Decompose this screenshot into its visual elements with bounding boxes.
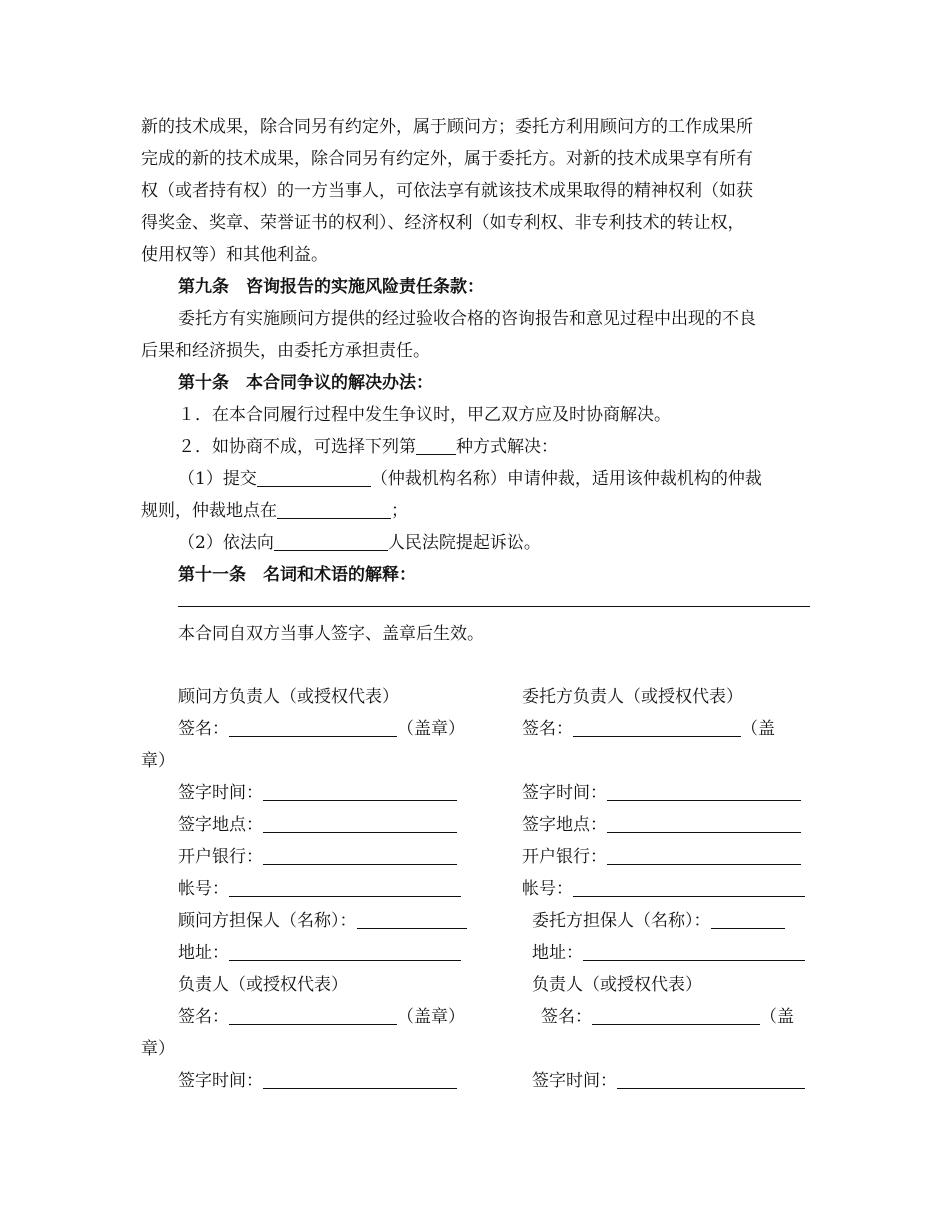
right-account-field[interactable] xyxy=(573,878,805,897)
right-title: 委托方负责人（或授权代表） xyxy=(522,687,743,707)
right-guarantor-field[interactable] xyxy=(711,910,785,929)
left-guarantor-field[interactable] xyxy=(357,910,467,929)
right-sign2-field[interactable] xyxy=(592,1006,760,1025)
article-10-option-2: （2）依法向 人民法院提起诉讼。 xyxy=(178,533,541,553)
left-sign-time2-field[interactable] xyxy=(263,1070,457,1089)
left-sign-place-field[interactable] xyxy=(263,814,457,833)
article-10-item-2: ２．如协商不成，可选择下列第 种方式解决： xyxy=(178,437,558,457)
right-sign-time2-row: 签字时间： xyxy=(532,1070,805,1092)
left-address-field[interactable] xyxy=(229,942,461,961)
article-10-heading: 第十条 本合同争议的解决办法： xyxy=(178,373,433,393)
effective-clause: 本合同自双方当事人签字、盖章后生效。 xyxy=(178,624,484,644)
left-rep-title: 负责人（或授权代表） xyxy=(178,975,348,995)
left-guarantor-row: 顾问方担保人（名称）： xyxy=(178,910,467,932)
left-sign2-field[interactable] xyxy=(229,1006,397,1025)
left-sign-time2-row: 签字时间： xyxy=(178,1070,457,1092)
left-bank-field[interactable] xyxy=(263,846,457,865)
arbitration-body-blank[interactable] xyxy=(257,468,371,487)
right-bank-field[interactable] xyxy=(607,846,801,865)
left-account-row: 帐号： xyxy=(178,878,461,900)
left-sign-time-field[interactable] xyxy=(263,782,457,801)
right-guarantor-row: 委托方担保人（名称）： xyxy=(532,910,785,932)
right-sign-place-row: 签字地点： xyxy=(522,814,801,836)
left-seal-wrap: 章） xyxy=(141,751,175,771)
left-sign-place-row: 签字地点： xyxy=(178,814,457,836)
right-sign-row: 签名： （盖 xyxy=(522,719,775,739)
article-10-item-1: １．在本合同履行过程中发生争议时，甲乙双方应及时协商解决。 xyxy=(178,405,671,425)
para1-line-1: 新的技术成果，除合同另有约定外，属于顾问方；委托方利用顾问方的工作成果所 xyxy=(141,117,753,137)
left-account-field[interactable] xyxy=(229,878,461,897)
left-bank-row: 开户银行： xyxy=(178,846,457,868)
left-seal2-wrap: 章） xyxy=(141,1039,175,1059)
left-sign-time-row: 签字时间： xyxy=(178,782,457,804)
left-sign2-row: 签名： （盖章） xyxy=(178,1007,465,1027)
article-9-line-1: 委托方有实施顾问方提供的经过验收合格的咨询报告和意见过程中出现的不良 xyxy=(178,309,756,329)
article-9-heading: 第九条 咨询报告的实施风险责任条款： xyxy=(178,277,484,297)
right-address-row: 地址： xyxy=(532,942,805,964)
left-sign-row: 签名： （盖章） xyxy=(178,719,465,739)
article-10-option-1-cont: 规则，仲裁地点在 ； xyxy=(141,501,408,521)
para1-line-5: 使用权等）和其他利益。 xyxy=(141,245,328,265)
right-rep-title: 负责人（或授权代表） xyxy=(532,975,702,995)
right-account-row: 帐号： xyxy=(522,878,805,900)
choice-blank[interactable] xyxy=(416,436,456,455)
right-sign-time-row: 签字时间： xyxy=(522,782,801,804)
left-sign-field[interactable] xyxy=(229,718,397,737)
para1-line-2: 完成的新的技术成果，除合同另有约定外，属于委托方。对新的技术成果享有所有 xyxy=(141,149,753,169)
right-sign2-row: 签名： （盖 xyxy=(541,1007,794,1027)
article-11-heading: 第十一条 名词和术语的解释： xyxy=(178,565,416,585)
article-9-line-2: 后果和经济损失，由委托方承担责任。 xyxy=(141,341,430,361)
right-sign-time-field[interactable] xyxy=(607,782,801,801)
left-address-row: 地址： xyxy=(178,942,461,964)
terms-blank-line[interactable] xyxy=(178,606,810,607)
right-sign-time2-field[interactable] xyxy=(617,1070,805,1089)
right-address-field[interactable] xyxy=(583,942,805,961)
right-sign-place-field[interactable] xyxy=(607,814,801,833)
arbitration-place-blank[interactable] xyxy=(277,500,391,519)
right-bank-row: 开户银行： xyxy=(522,846,801,868)
left-title: 顾问方负责人（或授权代表） xyxy=(178,687,399,707)
para1-line-3: 权（或者持有权）的一方当事人，可依法享有就该技术成果取得的精神权利（如获 xyxy=(141,181,753,201)
right-sign-field[interactable] xyxy=(573,718,741,737)
court-blank[interactable] xyxy=(274,532,388,551)
para1-line-4: 得奖金、奖章、荣誉证书的权利）、经济权利（如专利权、非专利技术的转让权， xyxy=(141,213,745,233)
article-10-option-1: （1）提交 （仲裁机构名称）申请仲裁，适用该仲裁机构的仲裁 xyxy=(178,469,762,489)
